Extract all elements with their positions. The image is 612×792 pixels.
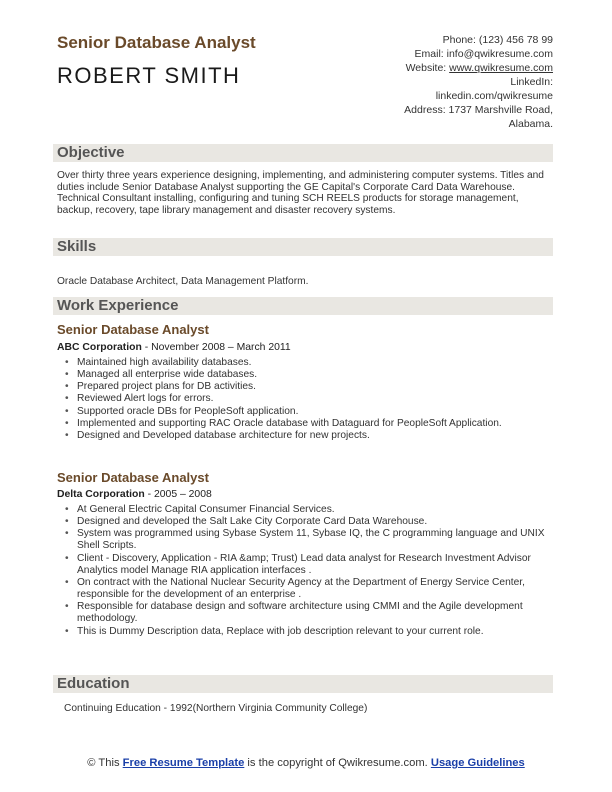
list-item: • Responsible for database design and software architecture using CMMI and the Agile development methodology. xyxy=(65,601,555,625)
list-item: • System was programmed using Sybase System 11, Sybase IQ, the C programming language and UNIX Shell Scripts. xyxy=(65,528,555,552)
list-item: • Supported oracle DBs for PeopleSoft application. xyxy=(65,406,555,418)
footer-middle: is the copyright of Qwikresume.com. xyxy=(244,757,431,769)
resume-header xyxy=(57,33,553,128)
usage-guidelines-link[interactable]: Usage Guidelines xyxy=(430,757,525,769)
candidate-name: ROBERT SMITH xyxy=(57,63,241,88)
company-name-1: ABC Corporation xyxy=(57,342,142,353)
list-item: • Client - Discovery, Application - RIA &amp; Trust) Lead data analyst for Research Investment Advisor Analytics model Manage RIA application interfaces . xyxy=(65,553,555,577)
footer xyxy=(0,757,612,770)
free-resume-template-link[interactable]: Free Resume Template xyxy=(122,757,245,769)
list-item: • On contract with the National Nuclear Security Agency at the Department of Energy Service Center, responsible for the development of an enterprise . xyxy=(65,577,555,601)
job-dates-1: - November 2008 – March 2011 xyxy=(141,342,291,353)
objective-text: Over thirty three years experience designing, implementing, and administering computer systems. Titles and duties include Senior Database Analyst supporting the GE Capital's Corporate Card Data Warehouse. Technical Consultant installing, configuring and tuning SCH REELS products for storage management, backup, recovery, tape library management and disaster recovery systems. xyxy=(57,170,544,217)
job-bullets-1 xyxy=(65,357,555,442)
list-item: • Designed and Developed database architecture for new projects. xyxy=(65,430,555,442)
section-title-education: Education xyxy=(57,675,130,692)
address-line-2: Alabama. xyxy=(508,118,553,130)
list-item: • Implemented and supporting RAC Oracle database with Dataguard for PeopleSoft Application. xyxy=(65,418,555,430)
website xyxy=(353,61,553,75)
company-line-2 xyxy=(57,489,212,500)
list-item: • Designed and developed the Salt Lake City Corporate Card Data Warehouse. xyxy=(65,516,555,528)
footer-prefix: © This xyxy=(87,757,123,769)
section-skills xyxy=(53,238,553,256)
list-item: • Maintained high availability databases. xyxy=(65,357,555,369)
job-dates-2: - 2005 – 2008 xyxy=(144,489,212,500)
linkedin-value: linkedin.com/qwikresume xyxy=(435,90,553,102)
section-education xyxy=(53,675,553,693)
website-label: Website: xyxy=(405,62,450,74)
education-text: Continuing Education - 1992(Northern Virginia Community College) xyxy=(64,703,368,714)
list-item: • Managed all enterprise wide databases. xyxy=(65,369,555,381)
phone: Phone: (123) 456 78 99 xyxy=(442,34,553,46)
website-link[interactable]: www.qwikresume.com xyxy=(449,62,553,74)
section-title-objective: Objective xyxy=(57,144,125,161)
list-item: • This is Dummy Description data, Replace with job description relevant to your current role. xyxy=(65,626,555,638)
section-title-skills: Skills xyxy=(57,238,97,255)
list-item: • Reviewed Alert logs for errors. xyxy=(65,393,555,405)
job-title-1: Senior Database Analyst xyxy=(57,322,209,337)
skills-text: Oracle Database Architect, Data Management Platform. xyxy=(57,276,309,287)
company-name-2: Delta Corporation xyxy=(57,489,145,500)
list-item: • At General Electric Capital Consumer Financial Services. xyxy=(65,504,555,516)
linkedin-label: LinkedIn: xyxy=(510,76,553,88)
job-bullets-2 xyxy=(65,504,555,638)
contact-block xyxy=(353,33,553,131)
section-title-experience: Work Experience xyxy=(57,297,179,314)
email: Email: info@qwikresume.com xyxy=(414,48,553,60)
list-item: • Prepared project plans for DB activities. xyxy=(65,381,555,393)
job-title: Senior Database Analyst xyxy=(57,33,256,52)
section-experience xyxy=(53,297,553,315)
company-line-1 xyxy=(57,342,291,353)
job-title-2: Senior Database Analyst xyxy=(57,470,209,485)
section-objective xyxy=(53,144,553,162)
address-line-1: Address: 1737 Marshville Road, xyxy=(404,104,553,116)
